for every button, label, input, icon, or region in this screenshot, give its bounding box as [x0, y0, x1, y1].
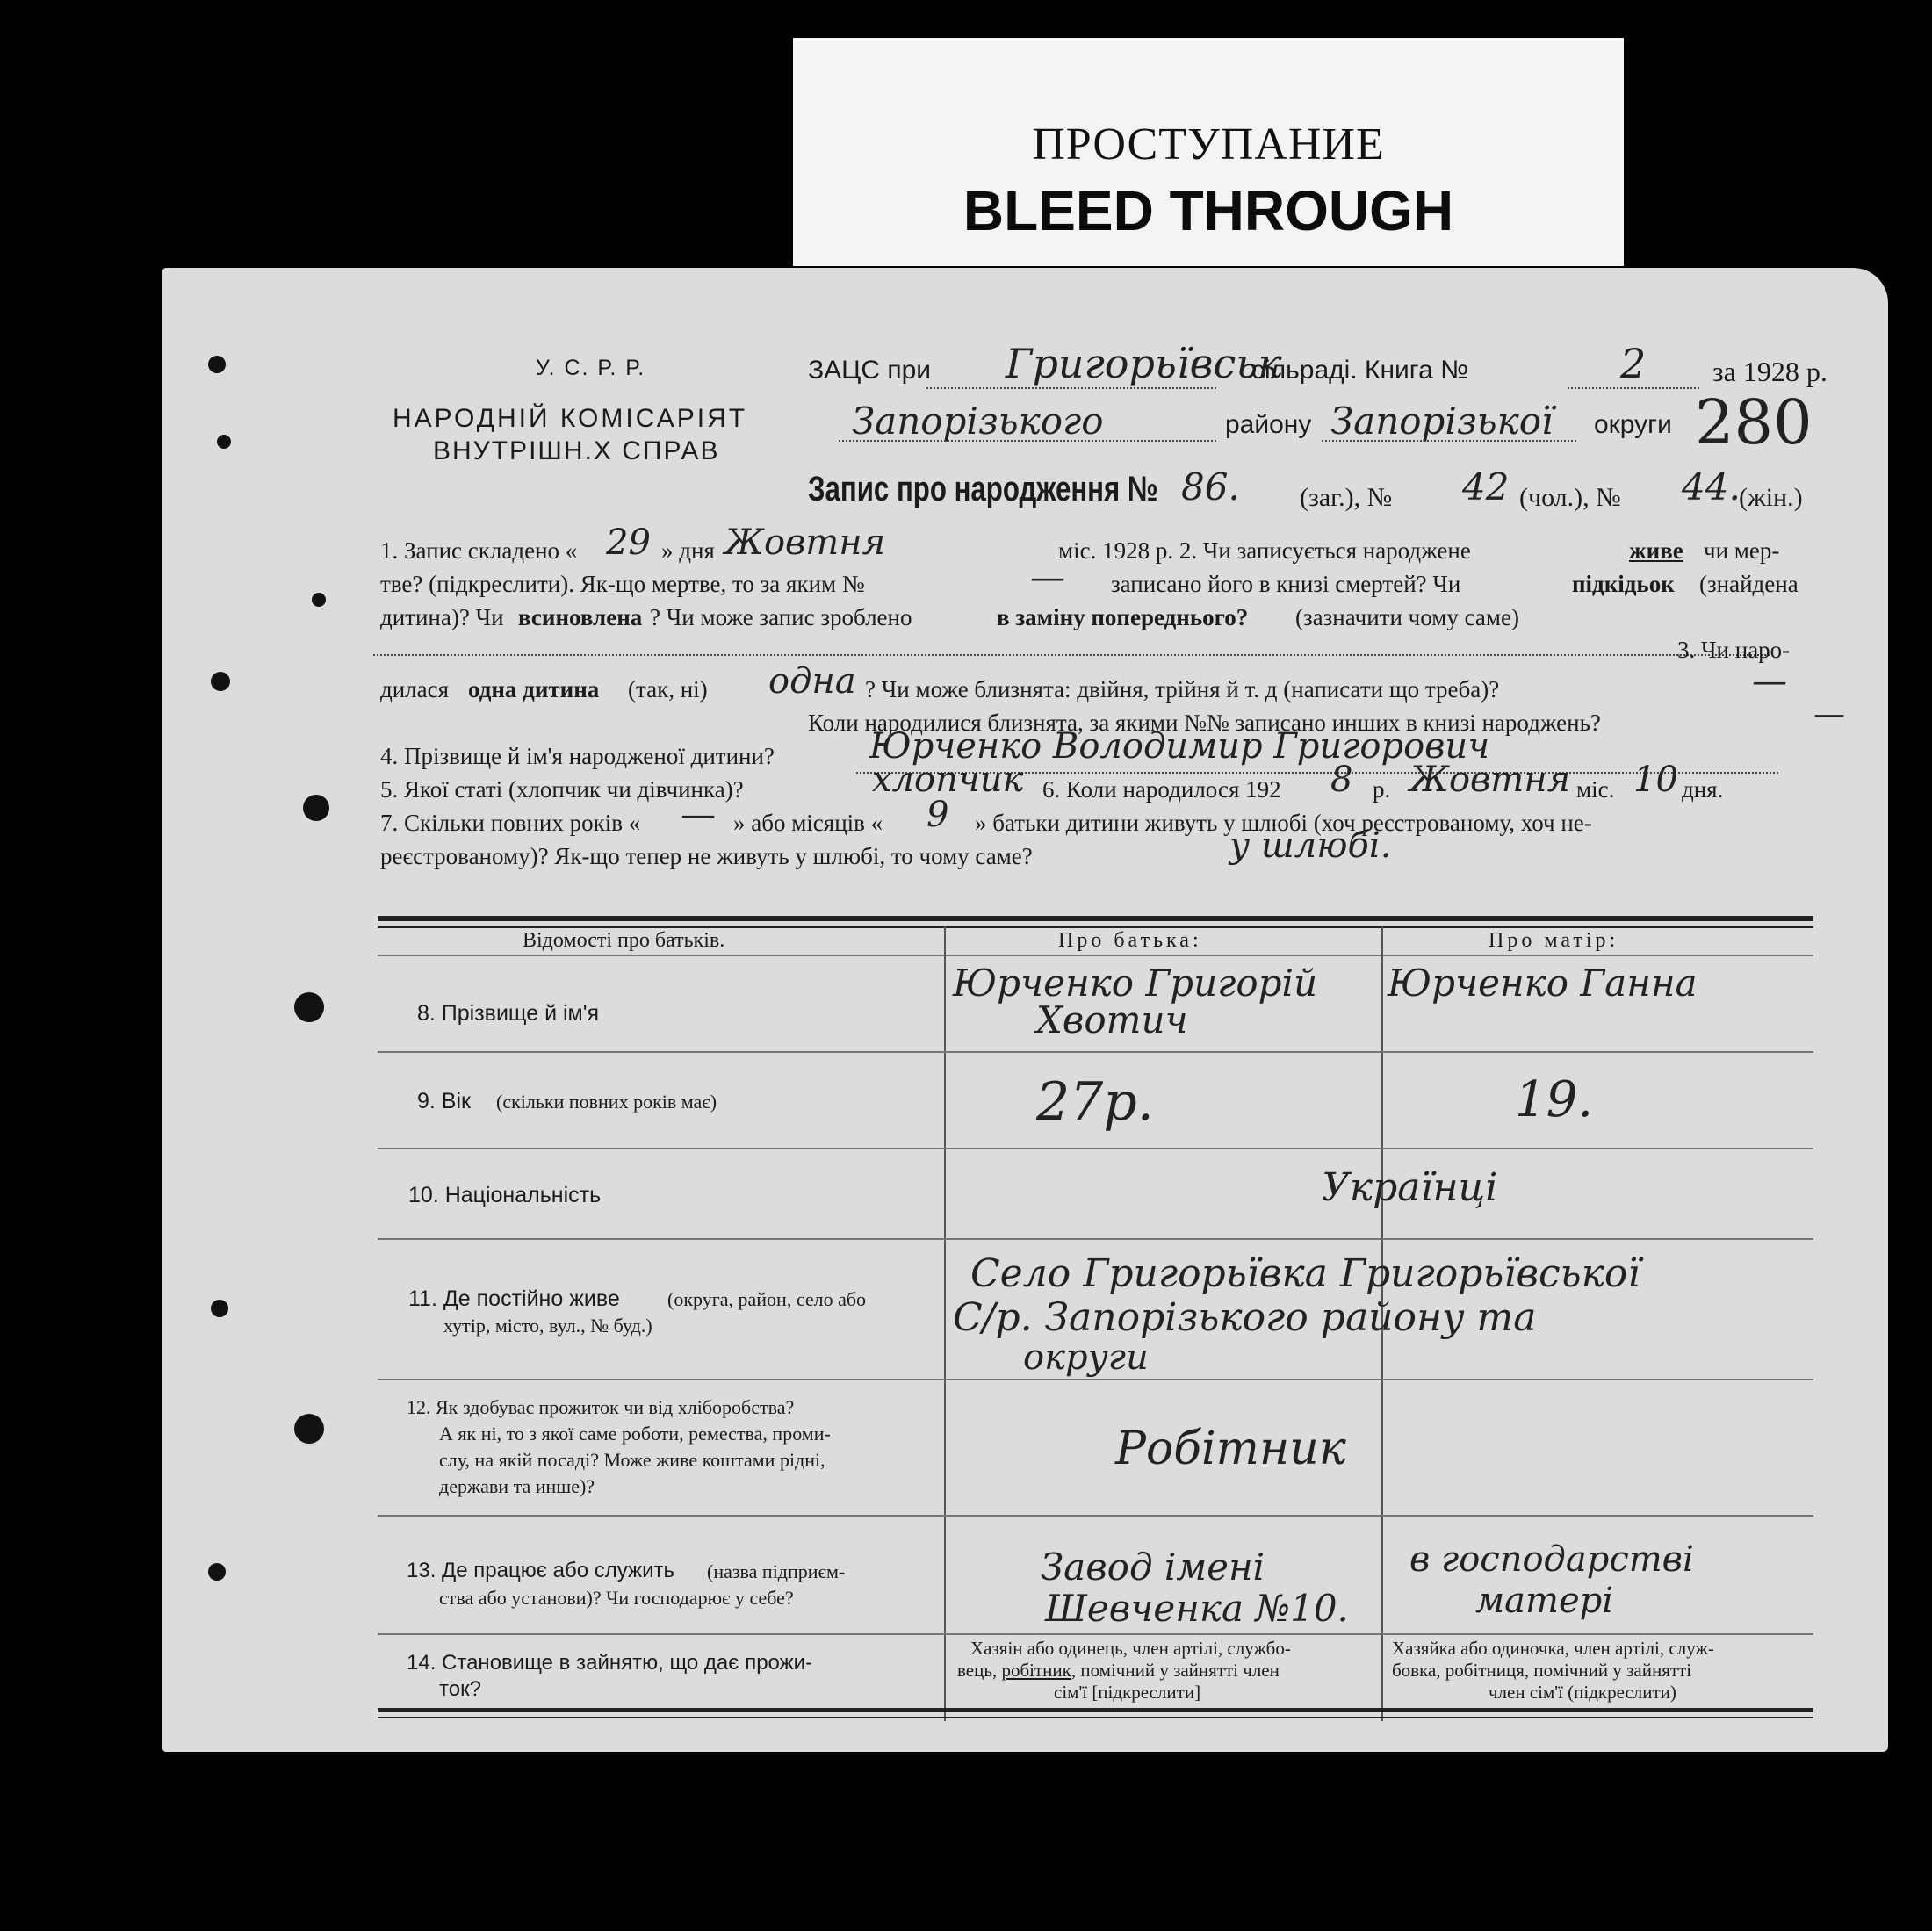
punch-hole — [312, 593, 326, 607]
mother-status-line-2: бовка, робітниця, помічний у зайнятті — [1392, 1660, 1692, 1681]
label-english: BLEED THROUGH — [962, 179, 1454, 242]
punch-hole — [208, 1563, 226, 1581]
row-11-sub-2: хутір, місто, вул., № буд.) — [443, 1315, 652, 1337]
mother-workplace-line-1-handwritten: в господарстві — [1409, 1539, 1694, 1580]
ussr-label: У. С. Р. Р. — [536, 356, 646, 380]
punch-hole — [294, 1414, 324, 1444]
row-divider — [378, 1238, 1813, 1240]
col-header-parents: Відомості про батьків. — [523, 929, 725, 952]
row-13-sub: (назва підприєм- — [707, 1560, 846, 1582]
one-child-label: одна дитина — [468, 676, 600, 703]
row-11-label: 11. Де постійно живе — [408, 1286, 620, 1311]
twins-record-handwritten: — — [1813, 696, 1845, 732]
label-russian: ПРОСТУПАНИЕ — [1032, 119, 1385, 169]
table-bottom-rule — [378, 1708, 1813, 1712]
zhin-label: (жін.) — [1739, 483, 1803, 512]
mother-age-handwritten: 19. — [1515, 1071, 1594, 1128]
death-number-handwritten: — — [1030, 558, 1065, 598]
row-9-sub: (скільки повних років має) — [496, 1091, 717, 1113]
field-2-text-e: ? Чи може запис зроблено — [650, 604, 912, 630]
punch-hole — [211, 672, 230, 691]
birth-year-handwritten: 8 — [1330, 760, 1353, 800]
marriage-years-handwritten: — — [681, 795, 716, 835]
book-number-handwritten: 2 — [1620, 340, 1647, 387]
field-3-yes-no: (так, ні) — [628, 676, 708, 703]
row-divider — [378, 1051, 1813, 1053]
father-workplace-line-1-handwritten: Завод імені — [1041, 1546, 1265, 1589]
field-3-prefix: 3. Чи наро- — [1677, 637, 1791, 663]
occupation-handwritten: Робітник — [1115, 1423, 1346, 1475]
row-10-label: 10. Національність — [408, 1183, 602, 1207]
day-suffix: дня. — [1682, 776, 1724, 803]
table-top-rule-thin — [378, 926, 1813, 928]
year-label: за 1928 р. — [1712, 356, 1827, 387]
record-day-handwritten: 29 — [606, 522, 651, 563]
okrugy-label: округи — [1594, 410, 1672, 439]
marriage-months-handwritten: 9 — [926, 795, 949, 835]
residence-line-2-handwritten: С/р. Запорізького району та — [953, 1295, 1537, 1340]
field-5-label: 5. Якої статі (хлопчик чи дівчинка)? — [380, 776, 744, 803]
table-bottom-rule-thin — [378, 1717, 1813, 1718]
female-number-handwritten: 44. — [1682, 465, 1741, 508]
field-7-text: » батьки дитини живуть у шлюбі (хоч реєстрованому, хоч не- — [975, 810, 1592, 836]
field-2-end: чи мер- — [1704, 537, 1780, 564]
father-status-line-3: сім'ї [підкреслити] — [1054, 1682, 1201, 1703]
field-3-twins: ? Чи може близнята: двійня, трійня й т. д (написати що треба)? — [865, 676, 1500, 703]
fill-line — [839, 440, 1216, 442]
row-13-label: 13. Де працює або служить — [407, 1559, 674, 1582]
zag-label: (заг.), № — [1300, 483, 1393, 512]
row-divider — [378, 1148, 1813, 1149]
field-2-text: тве? (підкреслити). Як-що мертве, то за яким № — [380, 571, 865, 597]
row-12-line-2: А як ні, то з якої саме роботи, ремества, проми- — [439, 1423, 831, 1445]
punch-hole — [294, 992, 324, 1022]
field-2-text-b: записано його в книзі смертей? Чи — [1111, 571, 1461, 597]
table-header-divider — [378, 955, 1813, 956]
mother-status-line-3: член сім'ї (підкреслити) — [1489, 1682, 1676, 1703]
child-sex-handwritten: хлопчик — [872, 760, 1024, 800]
stamp-number-handwritten: 280 — [1695, 386, 1813, 458]
father-name-handwritten: Юрченко Григорій — [953, 962, 1317, 1005]
adopted-label: всиновлена — [518, 604, 643, 630]
field-3-text: дилася — [380, 676, 450, 703]
row-14-label: 14. Становище в зайнятю, що дає прожи- — [407, 1651, 813, 1675]
col-header-father: Про батька: — [1058, 929, 1202, 952]
field-7-years: 7. Скільки повних років « — [380, 810, 641, 836]
village-council-handwritten: Григорьївськ — [1006, 340, 1282, 387]
table-column-divider — [944, 926, 946, 1721]
field-1-2-text: міс. 1928 р. 2. Чи записується народжене — [1058, 537, 1471, 564]
replacement-label: в заміну попереднього? — [997, 604, 1249, 630]
silrada-book-label: сільраді. Книга № — [1251, 356, 1469, 385]
field-2-text-f: (зазначити чому саме) — [1295, 604, 1519, 630]
zags-prefix: ЗАЦС при — [808, 356, 932, 385]
table-top-rule — [378, 916, 1813, 921]
birth-record-sheet — [162, 268, 1888, 1752]
birth-month-handwritten: Жовтня — [1409, 760, 1571, 800]
row-9-label: 9. Вік — [417, 1089, 471, 1113]
residence-line-3-handwritten: округи — [1023, 1337, 1149, 1378]
field-7-text-b: реєстрованому)? Як-що тепер не живуть у шлюбі, то чому саме? — [380, 843, 1033, 869]
male-number-handwritten: 42 — [1462, 465, 1510, 508]
mother-workplace-line-2-handwritten: матері — [1475, 1581, 1614, 1621]
field-1-prefix: 1. Запис складено « — [380, 537, 578, 564]
fill-line — [1322, 440, 1576, 442]
mother-name-handwritten: Юрченко Ганна — [1388, 962, 1698, 1005]
record-number-handwritten: 86. — [1181, 465, 1240, 508]
commissariat-line-2: ВНУТРІШН.Х СПРАВ — [433, 436, 720, 465]
fill-line — [926, 387, 1216, 389]
row-14-line-2: ток? — [439, 1677, 481, 1701]
punch-hole — [303, 795, 329, 821]
punch-hole — [211, 1300, 228, 1317]
bleed-through-label-card — [793, 38, 1624, 266]
one-child-handwritten: одна — [768, 661, 856, 702]
okrug-handwritten: Запорізької — [1330, 400, 1554, 443]
district-handwritten: Запорізького — [852, 400, 1104, 443]
live-option: живе — [1629, 537, 1683, 564]
father-workplace-line-2-handwritten: Шевченка №10. — [1045, 1587, 1349, 1630]
month-suffix: міс. — [1576, 776, 1615, 803]
punch-hole — [208, 356, 226, 373]
field-3-twins-record: Коли народилися близнята, за якими №№ записано инших в книзі народжень? — [808, 710, 1601, 736]
row-13-line-2: ства або установи)? Чи господарює у себе? — [439, 1587, 794, 1609]
row-12-line-4: держави та инше)? — [439, 1475, 595, 1497]
field-2-text-c: (знайдена — [1699, 571, 1799, 597]
field-1-day-label: » дня — [661, 537, 715, 564]
year-suffix: р. — [1373, 776, 1391, 803]
residence-line-1-handwritten: Село Григорьївка Григорьївської — [970, 1251, 1640, 1296]
field-6-label: 6. Коли народилося 192 — [1042, 776, 1281, 803]
raion-label: району — [1225, 410, 1312, 439]
birth-day-handwritten: 10 — [1633, 760, 1678, 800]
field-4-label: 4. Прізвище й ім'я народженої дитини? — [380, 743, 775, 769]
fill-line — [1568, 387, 1699, 389]
field-2-text-d: дитина)? Чи — [380, 604, 504, 630]
row-divider — [378, 1515, 1813, 1517]
father-status-line-1: Хазяін або одинець, член артілі, службо- — [970, 1638, 1291, 1659]
col-header-mother: Про матір: — [1489, 929, 1619, 952]
row-divider — [378, 1379, 1813, 1380]
nationality-handwritten: Українці — [1322, 1165, 1498, 1210]
father-age-handwritten: 27р. — [1036, 1071, 1154, 1133]
row-divider — [378, 1633, 1813, 1635]
record-title: Запис про народження № — [808, 470, 1158, 508]
row-8-label: 8. Прізвище й ім'я — [417, 1001, 600, 1026]
twins-handwritten: — — [1752, 661, 1787, 702]
foundling-label: підкідьок — [1572, 571, 1675, 597]
chol-label: (чол.), № — [1519, 483, 1621, 512]
field-7-months: » або місяців « — [733, 810, 883, 836]
father-patronymic-handwritten: Хвотич — [1036, 998, 1188, 1041]
row-12-line-3: слу, на якій посаді? Може живе коштами рідні, — [439, 1449, 825, 1471]
child-name-handwritten: Юрченко Володимир Григорович — [869, 726, 1490, 767]
worker-option: робітник — [1001, 1660, 1071, 1681]
fill-line — [373, 654, 1770, 656]
mother-status-line-1: Хазяйка або одиночка, член артілі, служ- — [1392, 1638, 1714, 1659]
punch-hole — [217, 435, 231, 449]
record-month-handwritten: Жовтня — [724, 522, 886, 563]
father-status-line-2: вець, робітник, помічний у зайнятті член — [957, 1660, 1280, 1681]
row-12-line-1: 12. Як здобуває прожиток чи від хліборобства? — [407, 1396, 795, 1418]
commissariat-line-1: НАРОДНІЙ КОМІСАРІЯТ — [393, 404, 748, 433]
row-11-sub-1: (округа, район, село або — [667, 1288, 867, 1310]
married-status-handwritten: у шлюбі. — [1229, 825, 1392, 866]
